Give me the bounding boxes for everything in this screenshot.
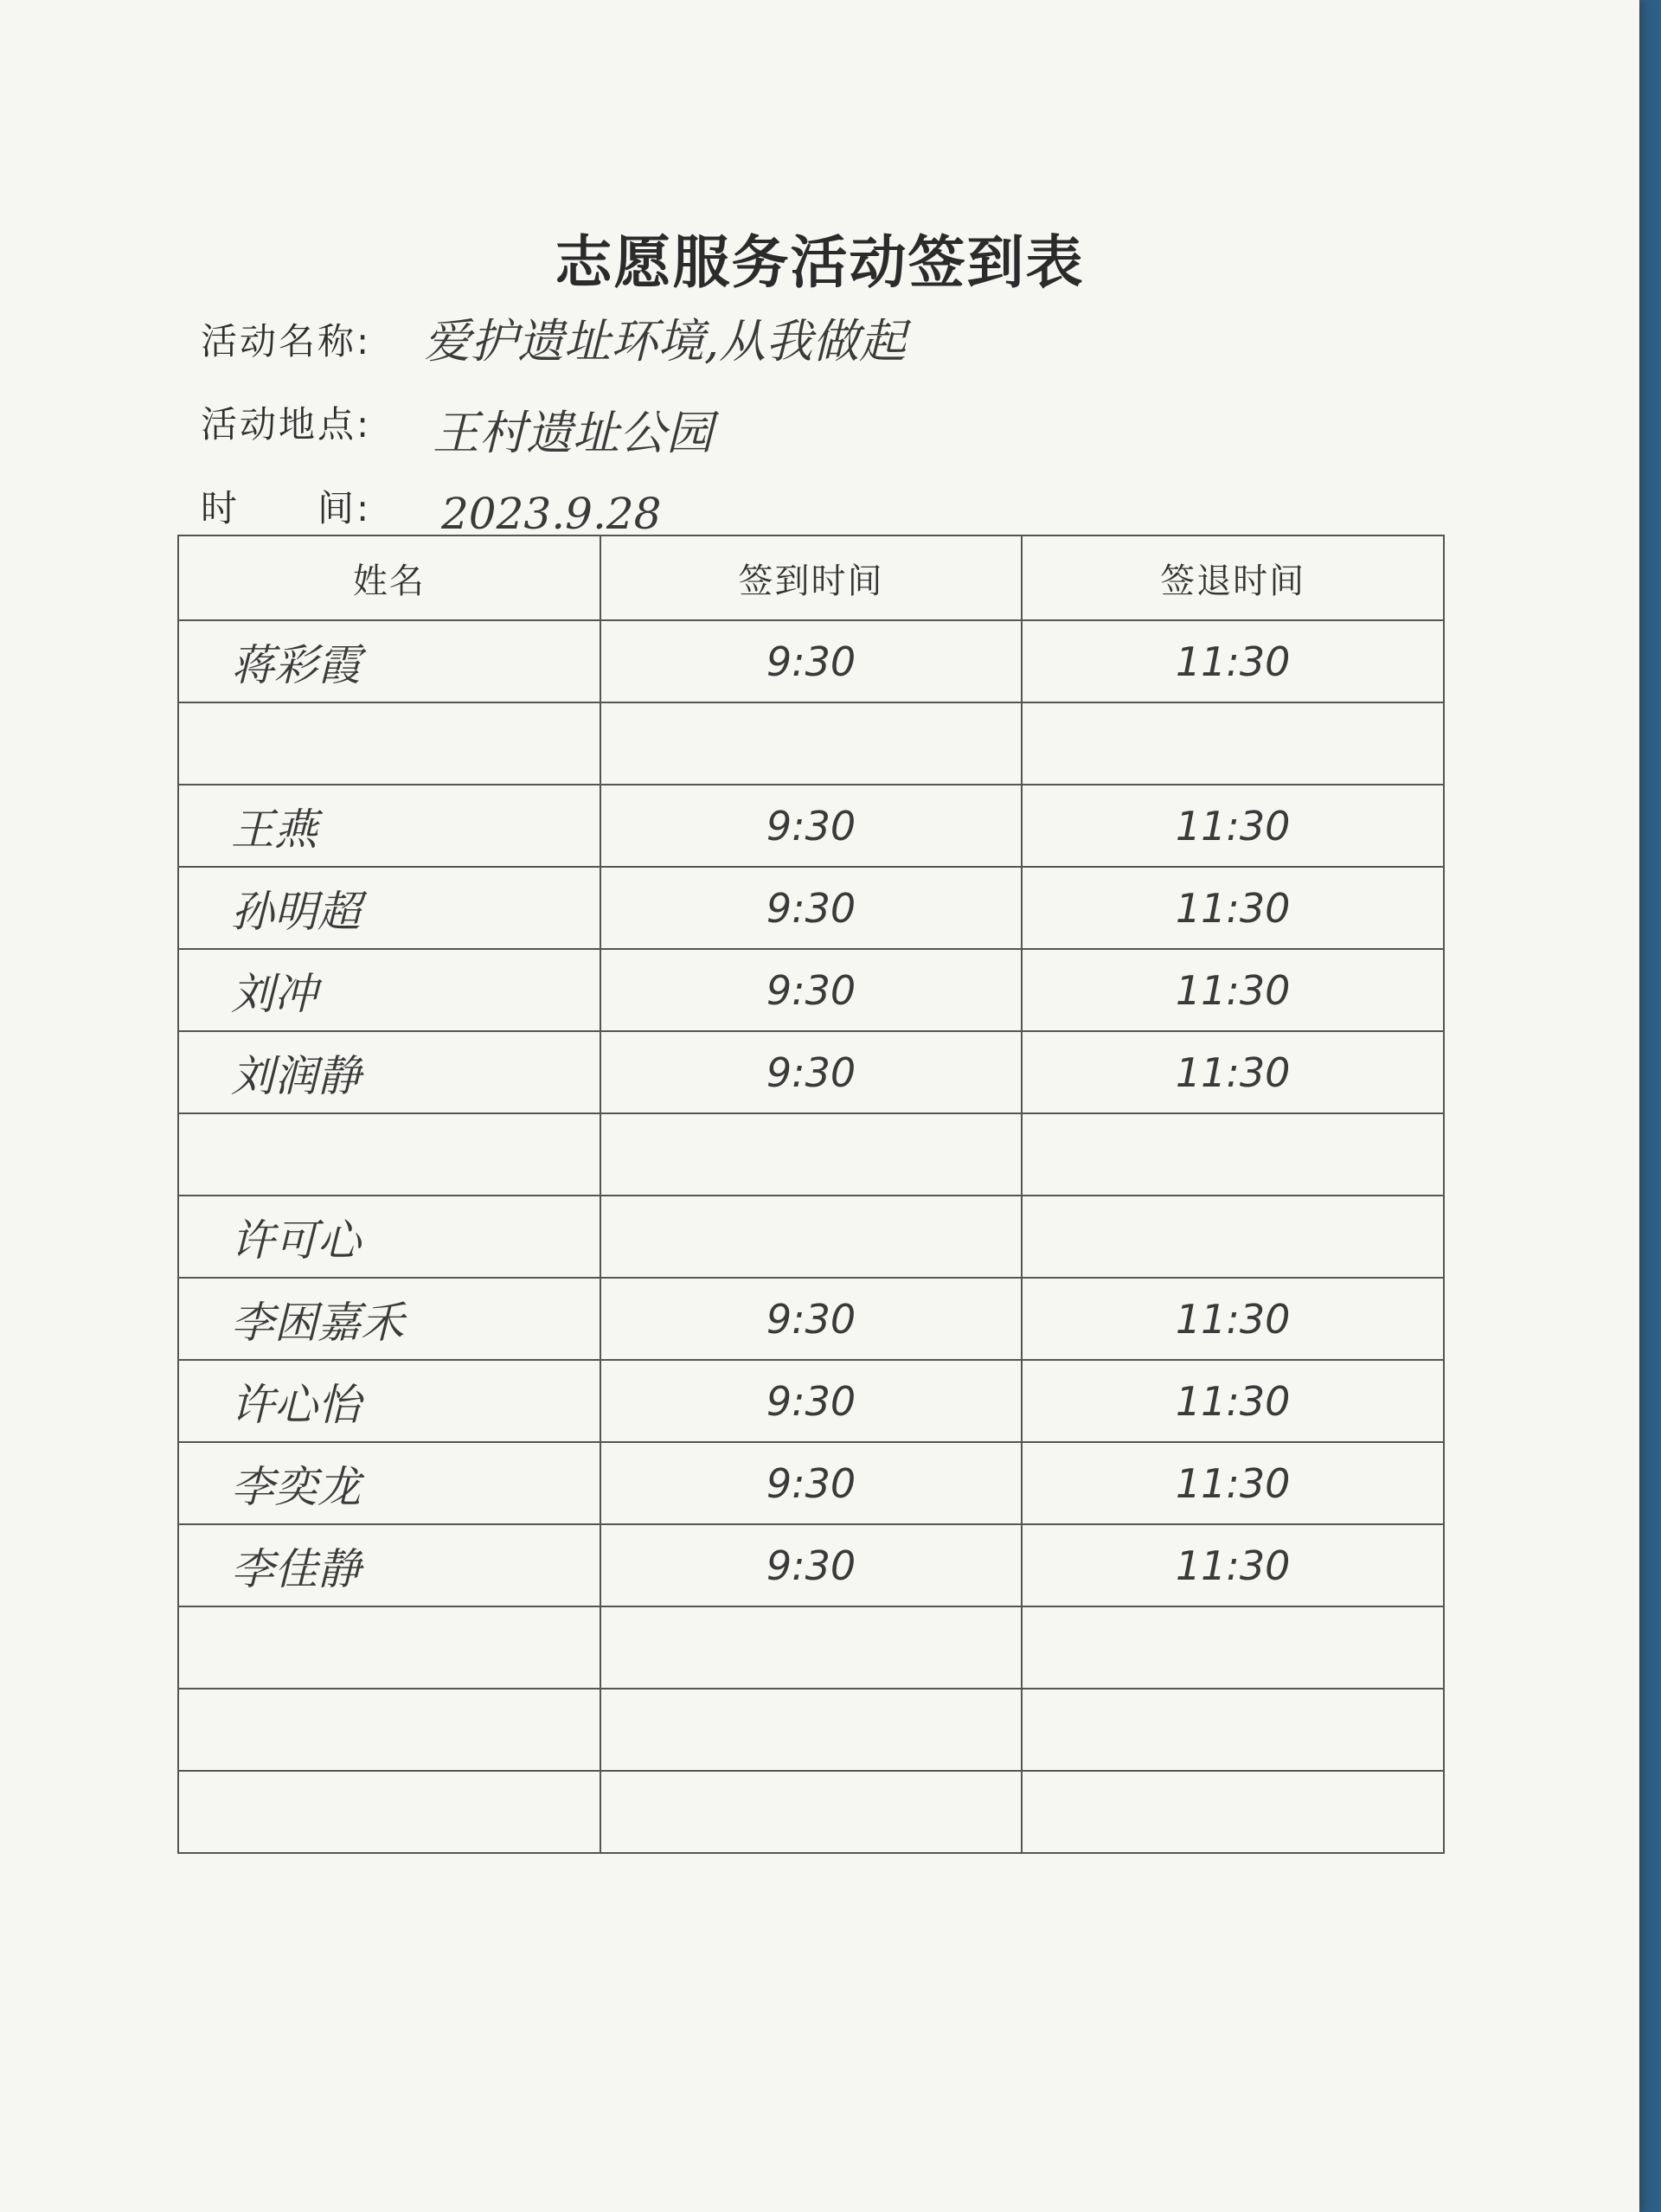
table-row — [178, 1278, 1444, 1360]
sign-in-cell-text: 9:30 — [766, 638, 856, 685]
name-cell — [178, 949, 600, 1031]
time-value: 2023.9.28 — [441, 489, 662, 539]
name-cell-text: 王燕 — [231, 804, 317, 855]
sign-in-cell-text: 9:30 — [766, 1459, 856, 1507]
sign-out-cell-text: 11:30 — [1175, 638, 1291, 685]
sign-in-cell-text: 9:30 — [766, 802, 856, 850]
table-row — [178, 1196, 1444, 1278]
sign-in-cell-text: 9:30 — [766, 1048, 856, 1096]
sign-in-cell — [600, 785, 1023, 867]
sign-out-cell — [1022, 1360, 1444, 1442]
table-row — [178, 1360, 1444, 1442]
sign-in-cell — [600, 1360, 1023, 1442]
activity-name-value: 爱护遗址环境,从我做起 — [424, 314, 907, 369]
table-row — [178, 867, 1444, 949]
sign-out-cell — [1022, 1524, 1444, 1606]
name-cell-text: 李困嘉禾 — [231, 1297, 404, 1348]
name-cell — [178, 1360, 600, 1442]
sign-out-cell — [1022, 1771, 1444, 1853]
sign-in-cell-text: 9:30 — [766, 1542, 856, 1589]
name-cell-text: 许心怡 — [231, 1379, 361, 1430]
sign-in-cell-text: 9:30 — [766, 1295, 856, 1343]
name-cell — [178, 1278, 600, 1360]
name-cell-text: 李奕龙 — [231, 1461, 361, 1512]
table-row — [178, 1524, 1444, 1606]
name-cell — [178, 1031, 600, 1113]
name-cell-text: 许可心 — [231, 1215, 361, 1266]
name-cell — [178, 1196, 600, 1278]
sign-out-cell — [1022, 1196, 1444, 1278]
name-cell — [178, 620, 600, 702]
header-sign-in-time: 签到时间 — [600, 535, 1023, 620]
name-cell — [178, 1524, 600, 1606]
sign-out-cell-text: 11:30 — [1175, 1542, 1291, 1589]
sign-in-cell — [600, 1606, 1023, 1689]
header-sign-out-time: 签退时间 — [1022, 535, 1444, 620]
table-header-row — [178, 535, 1444, 620]
sign-out-cell — [1022, 1442, 1444, 1524]
sign-out-cell — [1022, 1113, 1444, 1196]
table-row — [178, 949, 1444, 1031]
name-cell — [178, 785, 600, 867]
name-cell — [178, 1689, 600, 1771]
sign-out-cell-text: 11:30 — [1175, 1048, 1291, 1096]
name-cell-text: 孙明超 — [231, 886, 361, 937]
sign-in-cell — [600, 1113, 1023, 1196]
name-cell-text: 李佳静 — [231, 1543, 361, 1594]
sign-in-cell-text: 9:30 — [766, 966, 856, 1014]
sign-out-cell-text: 11:30 — [1175, 1377, 1291, 1425]
sign-out-cell-text: 11:30 — [1175, 802, 1291, 850]
name-cell — [178, 1113, 600, 1196]
sign-in-cell — [600, 1442, 1023, 1524]
time-label: 时 间: — [201, 487, 372, 529]
sign-out-cell — [1022, 702, 1444, 785]
sign-out-cell — [1022, 1278, 1444, 1360]
table-row — [178, 1442, 1444, 1524]
sign-out-cell-text: 11:30 — [1175, 1295, 1291, 1343]
sign-out-cell — [1022, 785, 1444, 867]
table-row — [178, 1689, 1444, 1771]
sign-in-cell — [600, 1771, 1023, 1853]
name-cell — [178, 702, 600, 785]
table-row — [178, 1031, 1444, 1113]
name-cell — [178, 1442, 600, 1524]
sign-in-cell-text: 9:30 — [766, 1377, 856, 1425]
sign-out-cell — [1022, 867, 1444, 949]
table-row — [178, 1771, 1444, 1853]
name-cell — [178, 1606, 600, 1689]
sign-in-cell — [600, 1278, 1023, 1360]
sign-in-cell — [600, 1031, 1023, 1113]
location-label: 活动地点: — [201, 403, 372, 446]
sign-out-cell — [1022, 620, 1444, 702]
location-value: 王村遗址公园 — [433, 406, 713, 460]
sign-in-cell — [600, 867, 1023, 949]
sign-in-cell — [600, 1196, 1023, 1278]
header-name: 姓名 — [178, 535, 600, 620]
sign-in-cell — [600, 1689, 1023, 1771]
table-row — [178, 620, 1444, 702]
activity-name-label: 活动名称: — [201, 320, 372, 362]
sign-in-cell — [600, 1524, 1023, 1606]
table-row — [178, 1606, 1444, 1689]
sign-out-cell-text: 11:30 — [1175, 1459, 1291, 1507]
table-row — [178, 785, 1444, 867]
table-row — [178, 1113, 1444, 1196]
sign-in-cell-text: 9:30 — [766, 884, 856, 932]
sign-in-cell — [600, 949, 1023, 1031]
sign-in-cell — [600, 702, 1023, 785]
sign-out-cell-text: 11:30 — [1175, 884, 1291, 932]
name-cell-text: 刘冲 — [231, 968, 317, 1019]
sign-out-cell — [1022, 1689, 1444, 1771]
name-cell-text: 刘润静 — [231, 1050, 361, 1101]
sign-out-cell — [1022, 949, 1444, 1031]
name-cell — [178, 867, 600, 949]
form-title: 志愿服务活动签到表 — [555, 228, 1085, 296]
sign-in-table — [177, 535, 1445, 1854]
sign-in-cell — [600, 620, 1023, 702]
name-cell-text: 蒋彩霞 — [231, 639, 361, 690]
name-cell — [178, 1771, 600, 1853]
sign-out-cell — [1022, 1606, 1444, 1689]
sign-out-cell-text: 11:30 — [1175, 966, 1291, 1014]
table-row — [178, 702, 1444, 785]
sign-out-cell — [1022, 1031, 1444, 1113]
